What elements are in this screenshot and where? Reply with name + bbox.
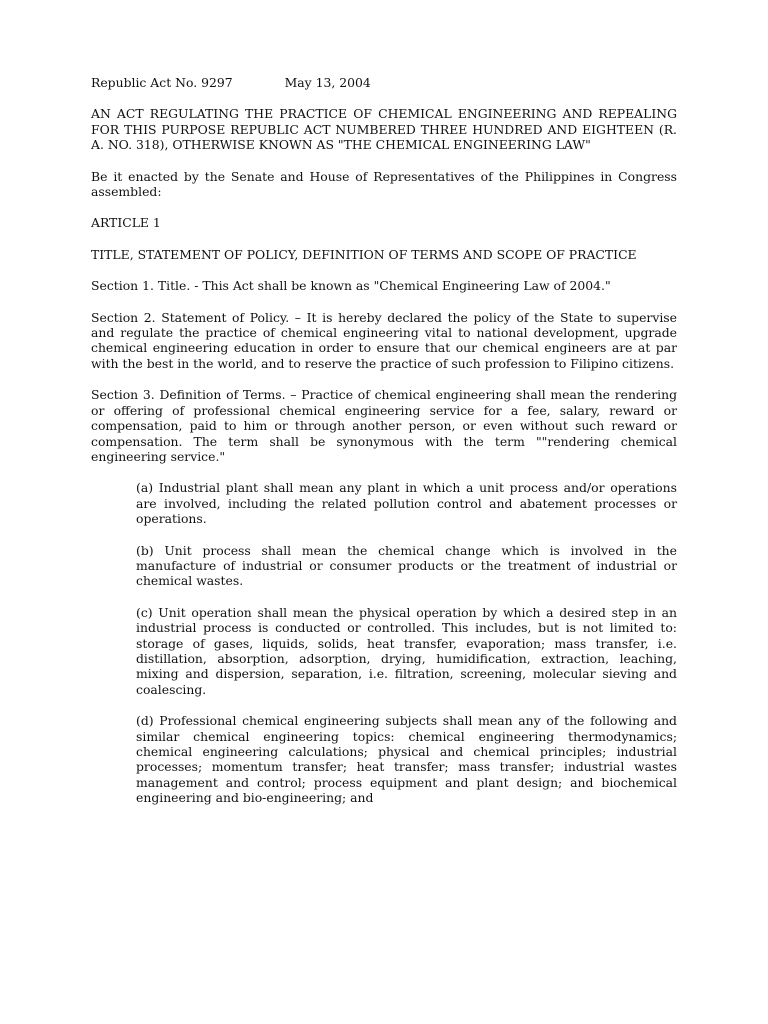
section-3: Section 3. Definition of Terms. – Practice of chemical engineering shall mean the rendering or offering of professional chemical engineering service for a fee, salary, reward or compensation, paid to him or through another person, or even without such reward or compensation. The term shall be synonymous with the term ""rendering chemical engineering service."	[91, 387, 677, 464]
article-number: ARTICLE 1	[91, 215, 161, 231]
enactment-clause: Be it enacted by the Senate and House of Representatives of the Philippines in Congress assembled:	[91, 168, 677, 200]
definition-c: (c) Unit operation shall mean the physical operation by which a desired step in an industrial process is conducted or controlled. This includes, but is not limited to: storage of gases, liquids, solids, heat transfer, evaporation; mass transfer, i.e. distillation, absorption, adsorption, drying, humidification, extraction, leaching, mixing and dispersion, separation, i.e. filtration, screening, molecular sieving and coalescing.	[136, 604, 677, 697]
definition-d: (d) Professional chemical engineering subjects shall mean any of the following and similar chemical engineering topics: chemical engineering thermodynamics; chemical engineering calculations; physical and chemical principles; industrial processes; momentum transfer; heat transfer; mass transfer; industrial wastes management and control; process equipment and plant design; and biochemical engineering and bio-engineering; and	[136, 713, 677, 806]
act-title: AN ACT REGULATING THE PRACTICE OF CHEMICAL ENGINEERING AND REPEALING FOR THIS PURPOSE REPUBLIC ACT NUMBERED THREE HUNDRED AND EIGHTEEN (R. A. NO. 318), OTHERWISE KNOWN AS "THE CHEMICAL ENGINEERING LAW"	[91, 106, 677, 153]
act-header	[91, 75, 677, 90]
definition-a: (a) Industrial plant shall mean any plant in which a unit process and/or operations are involved, including the related pollution control and abatement processes or operations.	[136, 480, 677, 527]
section-2: Section 2. Statement of Policy. – It is hereby declared the policy of the State to supervise and regulate the practice of chemical engineering vital to national development, upgrade chemical engineering education in order to ensure that our chemical engineers are at par with the best in the world, and to reserve the practice of such profession to Filipino citizens.	[91, 309, 677, 371]
section-1: Section 1. Title. - This Act shall be known as "Chemical Engineering Law of 2004."	[91, 278, 611, 294]
article-heading: TITLE, STATEMENT OF POLICY, DEFINITION OF TERMS AND SCOPE OF PRACTICE	[91, 246, 637, 262]
act-number: Republic Act No. 9297	[91, 75, 233, 90]
definition-b: (b) Unit process shall mean the chemical change which is involved in the manufacture of industrial or consumer products or the treatment of industrial or chemical wastes.	[136, 542, 677, 589]
act-date: May 13, 2004	[284, 75, 371, 90]
document-page	[91, 75, 677, 822]
